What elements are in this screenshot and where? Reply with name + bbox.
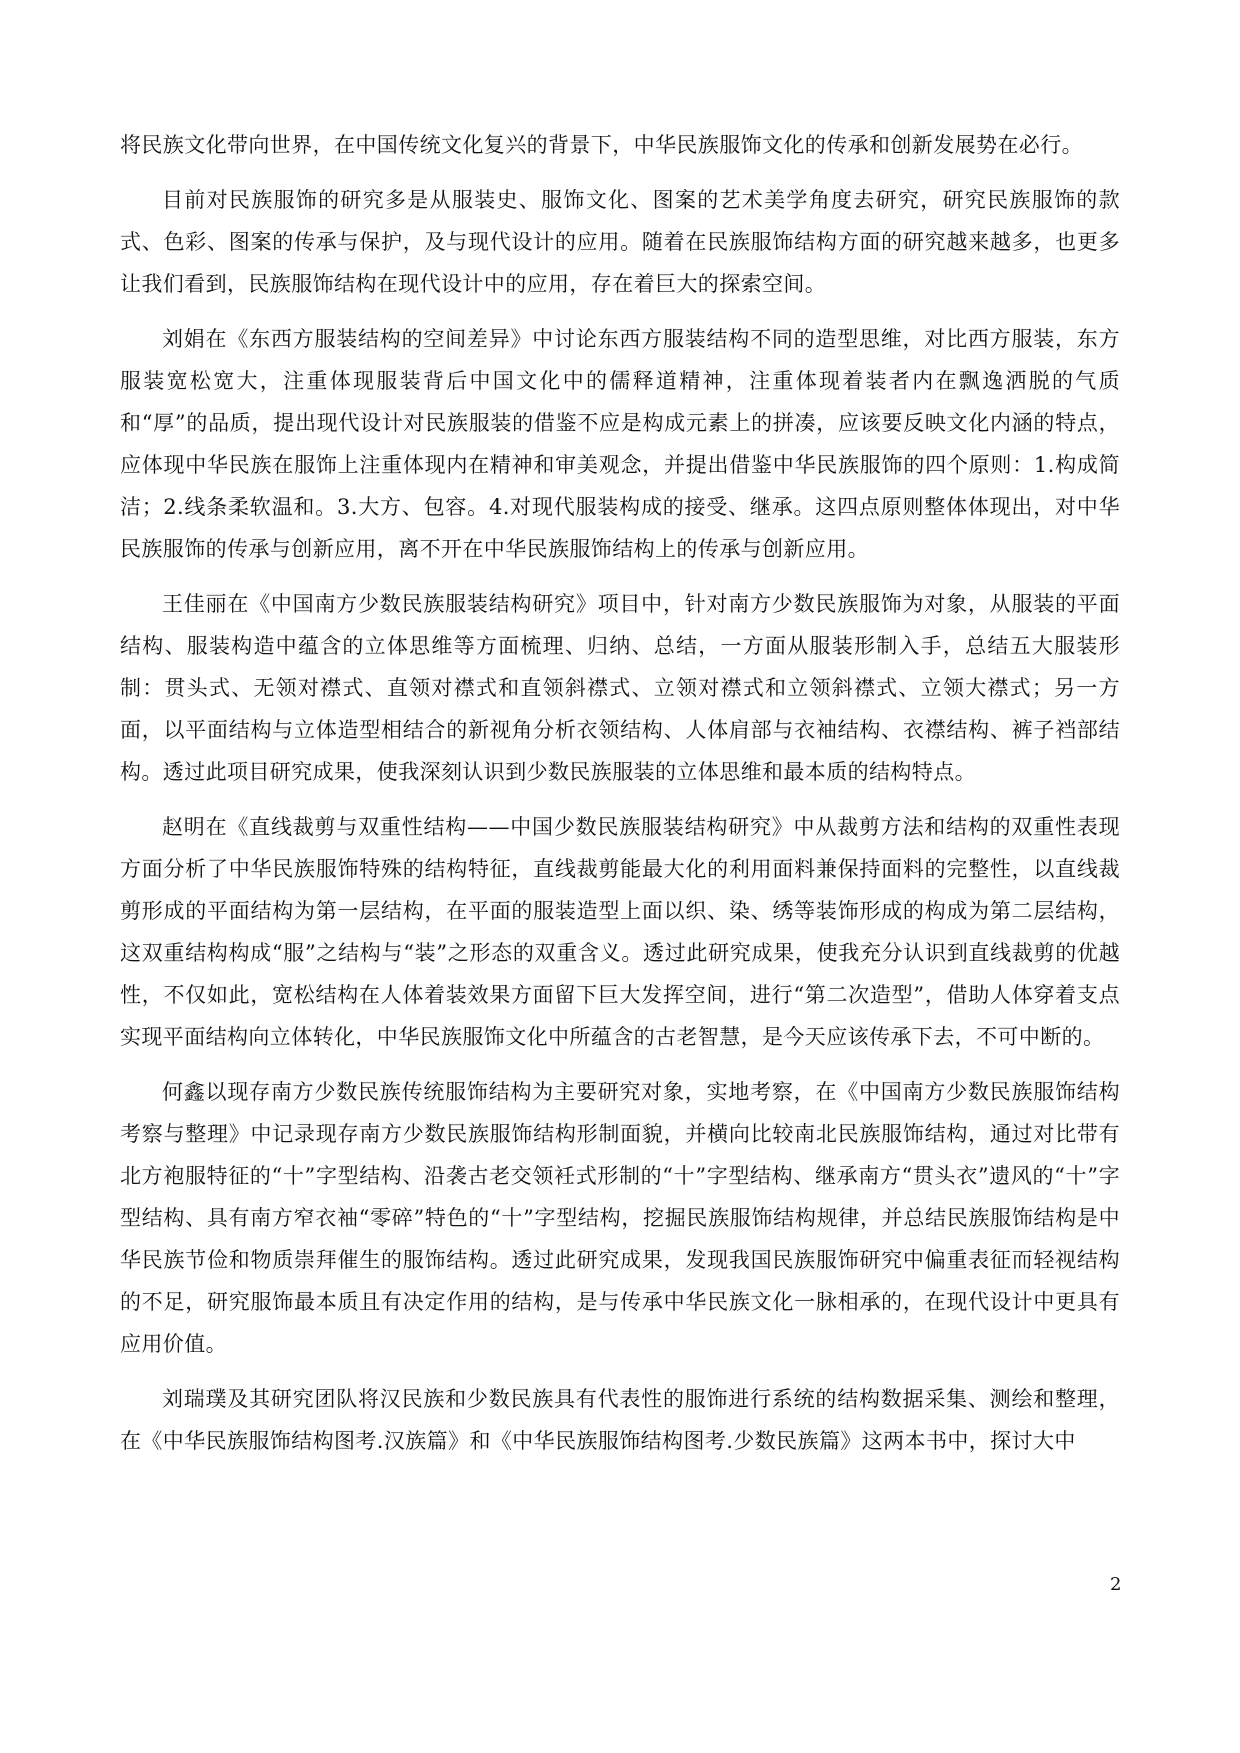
page-number: 2 [1110, 1574, 1122, 1595]
paragraph-wang-jiali: 王佳丽在《中国南方少数民族服装结构研究》项目中，针对南方少数民族服饰为对象，从服装的平面结构、服装构造中蕴含的立体思维等方面梳理、归纳、总结，一方面从服装形制入手，总结五大服装形制：贯头式、无领对襟式、直领对襟式和直领斜襟式、立领对襟式和立领斜襟式、立领大襟式；另一方面，以平面结构与立体造型相结合的新视角分析衣领结构、人体肩部与衣袖结构、衣襟结构、裤子裆部结构。透过此项目研究成果，使我深刻认识到少数民族服装的立体思维和最本质的结构特点。 [120, 592, 1120, 784]
paragraph-zhao-ming: 赵明在《直线裁剪与双重性结构——中国少数民族服装结构研究》中从裁剪方法和结构的双重性表现方面分析了中华民族服饰特殊的结构特征，直线裁剪能最大化的利用面料兼保持面料的完整性，以直线裁剪形成的平面结构为第一层结构，在平面的服装造型上面以织、染、绣等装饰形成的构成为第二层结构，这双重结构构成“服”之结构与“装”之形态的双重含义。透过此研究成果，使我充分认识到直线裁剪的优越性，不仅如此，宽松结构在人体着装效果方面留下巨大发挥空间，进行“第二次造型”，借助人体穿着支点实现平面结构向立体转化，中华民族服饰文化中所蕴含的古老智慧，是今天应该传承下去，不可中断的。 [120, 815, 1120, 1049]
paragraph-research-overview: 目前对民族服饰的研究多是从服装史、服饰文化、图案的艺术美学角度去研究，研究民族服饰的款式、色彩、图案的传承与保护，及与现代设计的应用。随着在民族服饰结构方面的研究越来越多，也更多让我们看到，民族服饰结构在现代设计中的应用，存在着巨大的探索空间。 [120, 188, 1120, 296]
body-text [120, 124, 1120, 1475]
paragraph-liu-ruipu: 刘瑞璞及其研究团队将汉民族和少数民族具有代表性的服饰进行系统的结构数据采集、测绘和整理，在《中华民族服饰结构图考.汉族篇》和《中华民族服饰结构图考.少数民族篇》这两本书中，探讨大中 [120, 1387, 1120, 1453]
paragraph-continuation: 将民族文化带向世界，在中国传统文化复兴的背景下，中华民族服饰文化的传承和创新发展势在必行。 [120, 133, 1083, 157]
paragraph-he-xin: 何鑫以现存南方少数民族传统服饰结构为主要研究对象，实地考察，在《中国南方少数民族服饰结构考察与整理》中记录现存南方少数民族服饰结构形制面貌，并横向比较南北民族服饰结构，通过对比带有北方袍服特征的“十”字型结构、沿袭古老交领衽式形制的“十”字型结构、继承南方“贯头衣”遗风的“十”字型结构、具有南方窄衣袖“零碎”特色的“十”字型结构，挖掘民族服饰结构规律，并总结民族服饰结构是中华民族节俭和物质崇拜催生的服饰结构。透过此研究成果，发现我国民族服饰研究中偏重表征而轻视结构的不足，研究服饰最本质且有决定作用的结构，是与传承中华民族文化一脉相承的，在现代设计中更具有应用价值。 [120, 1080, 1120, 1356]
paragraph-liu-juan: 刘娟在《东西方服装结构的空间差异》中讨论东西方服装结构不同的造型思维，对比西方服装，东方服装宽松宽大，注重体现服装背后中国文化中的儒释道精神，注重体现着装者内在飘逸洒脱的气质和“厚”的品质，提出现代设计对民族服装的借鉴不应是构成元素上的拼凑，应该要反映文化内涵的特点，应体现中华民族在服饰上注重体现内在精神和审美观念，并提出借鉴中华民族服饰的四个原则：1.构成简洁；2.线条柔软温和。3.大方、包容。4.对现代服装构成的接受、继承。这四点原则整体体现出，对中华民族服饰的传承与创新应用，离不开在中华民族服饰结构上的传承与创新应用。 [120, 327, 1120, 561]
